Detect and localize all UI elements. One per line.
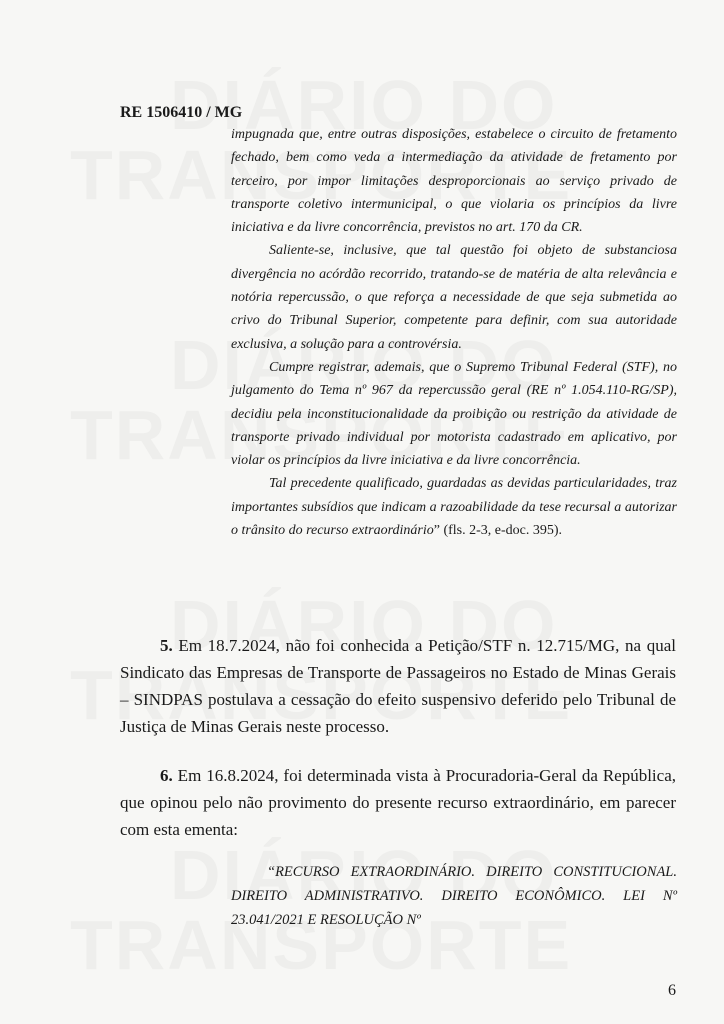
paragraph-5-number: 5.	[160, 636, 173, 655]
paragraph-6-number: 6.	[160, 766, 173, 785]
quote-paragraph-2: Saliente-se, inclusive, que tal questão foi objeto de substanciosa divergência no acórdão recorrido, tratando-se de matéria de alta relevância e notória repercussão, o que reforça a necessidade de que seja submetida ao crivo do Tribunal Superior, competente para definir, com sua autoridade exclusiva, a solução para a controvérsia.	[231, 243, 677, 352]
paragraph-5	[120, 632, 676, 740]
ementa-excerpt	[231, 860, 677, 932]
page-number: 6	[668, 982, 676, 999]
case-reference: RE 1506410 / MG	[120, 104, 243, 121]
quote-paragraph-3: Cumpre registrar, ademais, que o Supremo Tribunal Federal (STF), no julgamento do Tema nº 967 da repercussão geral (RE nº 1.054.110-RG/SP), decidiu pela inconstitucionalidade da proibição ou restrição da atividade de transporte privado individual por motorista cadastrado em aplicativo, por violar os princípios da livre iniciativa e da livre concorrência.	[231, 359, 677, 469]
paragraph-6-text: Em 16.8.2024, foi determinada vista à Procuradoria-Geral da República, que opinou pelo não provimento do presente recurso extraordinário, em parecer com esta ementa:	[120, 766, 676, 839]
paragraph-6	[120, 762, 676, 843]
paragraph-5-text: Em 18.7.2024, não foi conhecida a Petição/STF n. 12.715/MG, na qual Sindicato das Empresas de Transporte de Passageiros no Estado de Minas Gerais – SINDPAS postulava a cessação do efeito suspensivo deferido pelo Tribunal de Justiça de Minas Gerais neste processo.	[120, 636, 676, 736]
quote-paragraph-4-text: Tal precedente qualificado, guardadas as devidas particularidades, traz importantes subsídios que indicam a razoabilidade da tese recursal a autorizar o trânsito do recurso extraordinário	[231, 476, 677, 539]
quote-citation: ” (fls. 2-3, e-doc. 395).	[433, 523, 563, 539]
ementa-text: “RECURSO EXTRAORDINÁRIO. DIREITO CONSTITUCIONAL. DIREITO ADMINISTRATIVO. DIREITO ECONÔMICO. LEI Nº 23.041/2021 E RESOLUÇÃO Nº	[231, 864, 677, 928]
quote-paragraph-1: impugnada que, entre outras disposições, estabelece o circuito de fretamento fechado, bem como veda a intermediação da atividade de fretamento por terceiro, por impor limitações desproporcionais ao serviço privado de transporte coletivo intermunicipal, o que violaria os princípios da livre iniciativa e da livre concorrência, previstos no art. 170 da CR.	[231, 127, 677, 236]
quoted-excerpt	[231, 123, 677, 542]
quote-paragraph-4	[231, 472, 677, 542]
